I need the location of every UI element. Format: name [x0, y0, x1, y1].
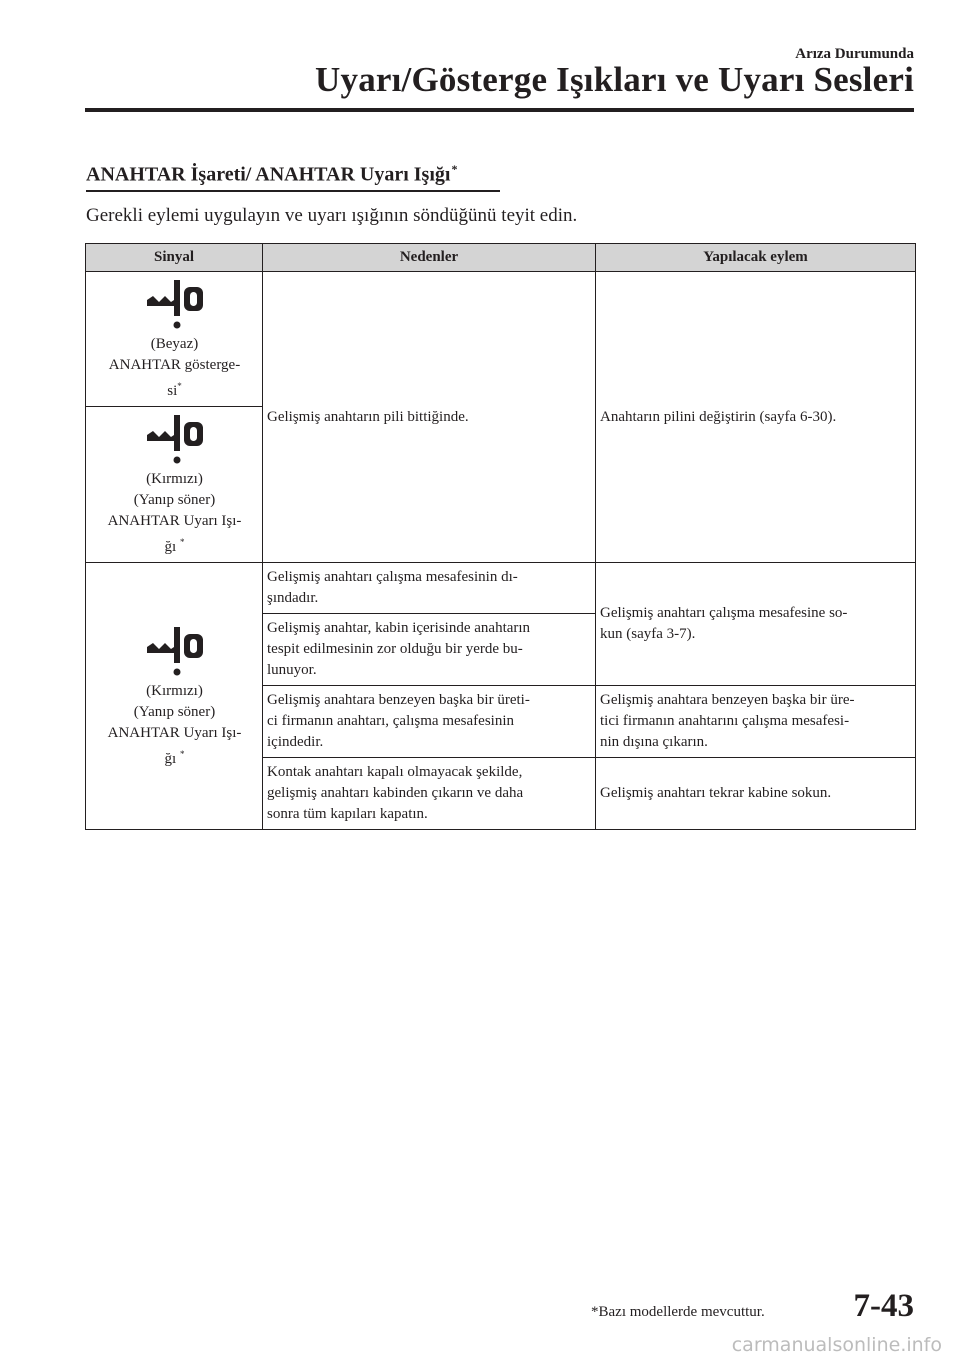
signal-line: (Beyaz) — [150, 336, 199, 352]
signal-line-text: si — [167, 383, 178, 399]
signal-line-last — [90, 744, 259, 770]
availability-mark: * — [179, 537, 185, 547]
signal-line: (Kırmızı) — [146, 471, 203, 487]
action-return-key: Gelişmiş anahtarı tekrar kabine sokun. — [596, 758, 916, 830]
table-row — [86, 563, 916, 614]
signal-line: (Kırmızı) — [146, 682, 203, 699]
cause-hard-to-detect: Gelişmiş anahtar, kabin içerisinde anahtarın tespit edilmesinin zor olduğu bir yerde bu- lunuyor. — [263, 614, 596, 686]
section-title — [86, 162, 457, 187]
signal-line: ANAHTAR Uyarı Işı- — [107, 513, 242, 529]
watermark: carmanualsonline.info — [731, 1334, 942, 1356]
signal-line-text: ğı — [164, 750, 180, 767]
key-icon — [143, 276, 207, 332]
header-signal: Sinyal — [86, 244, 263, 272]
signal-line: (Yanıp söner) — [133, 492, 216, 508]
intro-text: Gerekli eylemi uygulayın ve uyarı ışığının söndüğünü teyit edin. — [86, 205, 578, 226]
signal-line-last — [90, 376, 259, 402]
section-title-text: ANAHTAR İşareti/ ANAHTAR Uyarı Işığı — [86, 163, 451, 186]
warning-table — [85, 243, 916, 830]
header-section-label: Arıza Durumunda — [795, 46, 914, 62]
cause-out-of-range: Gelişmiş anahtarı çalışma mesafesinin dı- şındadır. — [263, 563, 596, 614]
header-rule — [85, 108, 914, 112]
action-remove-similar-key: Gelişmiş anahtara benzeyen başka bir üre- tici firmanın anahtarını çalışma mesafesi- nin dışına çıkarın. — [596, 686, 916, 758]
availability-mark: * — [179, 748, 185, 759]
cause-key-removed: Kontak anahtarı kapalı olmayacak şekilde, gelişmiş anahtarı kabinden çıkarın ve daha sonra tüm kapıları kapatın. — [263, 758, 596, 830]
table-row — [86, 272, 916, 407]
page-header-title: Uyarı/Gösterge Işıkları ve Uyarı Sesleri — [315, 60, 914, 99]
cause-similar-key: Gelişmiş anahtara benzeyen başka bir üreti- ci firmanın anahtarı, çalışma mesafesinin içindedir. — [263, 686, 596, 758]
signal-line: ANAHTAR gösterge- — [108, 357, 241, 373]
table-header-row — [86, 244, 916, 272]
action-bring-in-range: Gelişmiş anahtarı çalışma mesafesine so- kun (sayfa 3-7). — [596, 563, 916, 686]
signal-cell-red — [86, 563, 263, 830]
action-battery: Anahtarın pilini değiştirin (sayfa 6-30). — [596, 272, 916, 563]
footnote: *Bazı modellerde mevcuttur. — [591, 1304, 765, 1320]
signal-line-text: ğı — [164, 539, 180, 555]
signal-line: (Yanıp söner) — [133, 703, 216, 720]
page-number: 7-43 — [853, 1288, 914, 1324]
signal-cell-white — [86, 272, 263, 407]
header-action: Yapılacak eylem — [596, 244, 916, 272]
key-icon — [143, 623, 207, 679]
signal-cell-red — [86, 407, 263, 563]
availability-mark: * — [177, 381, 182, 391]
header-causes: Nedenler — [263, 244, 596, 272]
signal-line-last — [90, 532, 259, 558]
signal-line: ANAHTAR Uyarı Işı- — [107, 724, 242, 741]
key-icon — [143, 411, 207, 467]
cause-battery: Gelişmiş anahtarın pili bittiğinde. — [263, 272, 596, 563]
section-underline — [86, 190, 500, 192]
availability-mark: * — [451, 162, 458, 176]
